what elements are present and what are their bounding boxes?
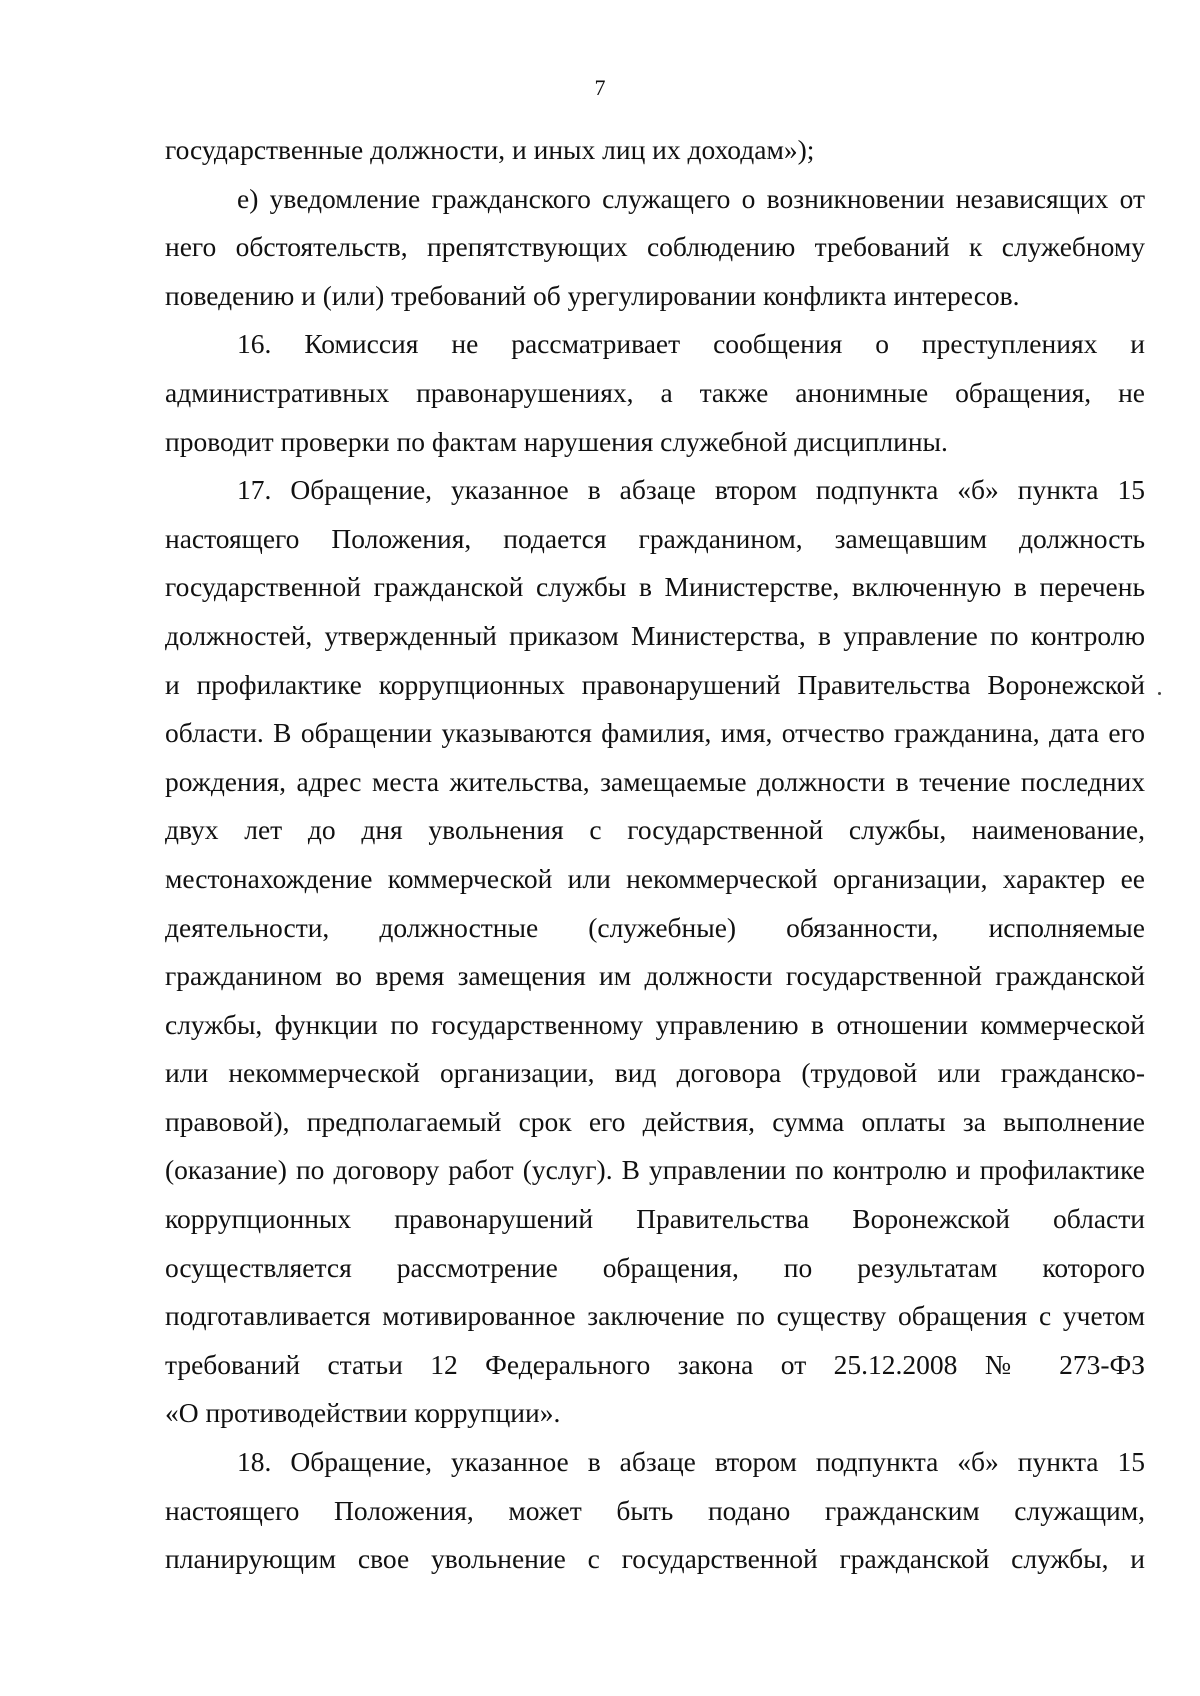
text-line: (оказание) по договору работ (услуг). В управлении по контролю и профилактике bbox=[165, 1154, 1145, 1186]
text-line: правовой), предполагаемый срок его действия, сумма оплаты за выполнение bbox=[165, 1105, 1145, 1137]
text-line: 17. Обращение, указанное в абзаце втором подпункта «б» пункта 15 bbox=[237, 474, 1145, 506]
text-line: рождения, адрес места жительства, замещаемые должности в течение последних bbox=[165, 765, 1145, 797]
text-line: местонахождение коммерческой или некоммерческой организации, характер ее bbox=[165, 862, 1145, 894]
text-line: административных правонарушениях, а также анонимные обращения, не bbox=[165, 376, 1145, 408]
text-line: подготавливается мотивированное заключение по существу обращения с учетом bbox=[165, 1300, 1145, 1332]
text-line: настоящего Положения, может быть подано гражданским служащим, bbox=[165, 1494, 1145, 1526]
text-line: должностей, утвержденный приказом Министерства, в управление по контролю bbox=[165, 619, 1145, 651]
page-number: 7 bbox=[594, 75, 606, 100]
text-line: коррупционных правонарушений Правительства Воронежской области bbox=[165, 1203, 1145, 1235]
text-line: 16. Комиссия не рассматривает сообщения о преступлениях и bbox=[237, 328, 1145, 360]
text-line: е) уведомление гражданского служащего о возникновении независящих от bbox=[237, 182, 1145, 214]
text-line: государственные должности, и иных лиц их доходам»); bbox=[165, 134, 815, 165]
text-line: настоящего Положения, подается гражданином, замещавшим должность bbox=[165, 522, 1145, 554]
text-line: или некоммерческой организации, вид договора (трудовой или гражданско- bbox=[165, 1057, 1145, 1089]
text-line: 18. Обращение, указанное в абзаце втором подпункта «б» пункта 15 bbox=[237, 1446, 1145, 1478]
text-line: него обстоятельств, препятствующих соблюдению требований к служебному bbox=[165, 231, 1145, 263]
text-line: и профилактике коррупционных правонарушений Правительства Воронежской bbox=[165, 668, 1145, 700]
text-line: двух лет до дня увольнения с государственной службы, наименование, bbox=[165, 814, 1145, 846]
text-line: области. В обращении указываются фамилия, имя, отчество гражданина, дата его bbox=[165, 717, 1145, 749]
text-line: службы, функции по государственному управлению в отношении коммерческой bbox=[165, 1008, 1145, 1040]
text-line: требований статьи 12 Федерального закона от 25.12.2008 № 273-ФЗ bbox=[165, 1348, 1145, 1380]
text-line: осуществляется рассмотрение обращения, по результатам которого bbox=[165, 1251, 1145, 1283]
scan-speck bbox=[1158, 692, 1161, 695]
text-line: гражданином во время замещения им должности государственной гражданской bbox=[165, 960, 1145, 992]
text-line: проводит проверки по фактам нарушения служебной дисциплины. bbox=[165, 425, 948, 457]
text-line: поведению и (или) требований об урегулировании конфликта интересов. bbox=[165, 279, 1020, 311]
text-line: «О противодействии коррупции». bbox=[165, 1397, 561, 1429]
text-line: деятельности, должностные (служебные) обязанности, исполняемые bbox=[165, 911, 1145, 943]
document-body bbox=[165, 126, 1145, 1584]
text-line: планирующим свое увольнение с государственной гражданской службы, и bbox=[165, 1543, 1145, 1575]
text-line: государственной гражданской службы в Министерстве, включенную в перечень bbox=[165, 571, 1145, 603]
